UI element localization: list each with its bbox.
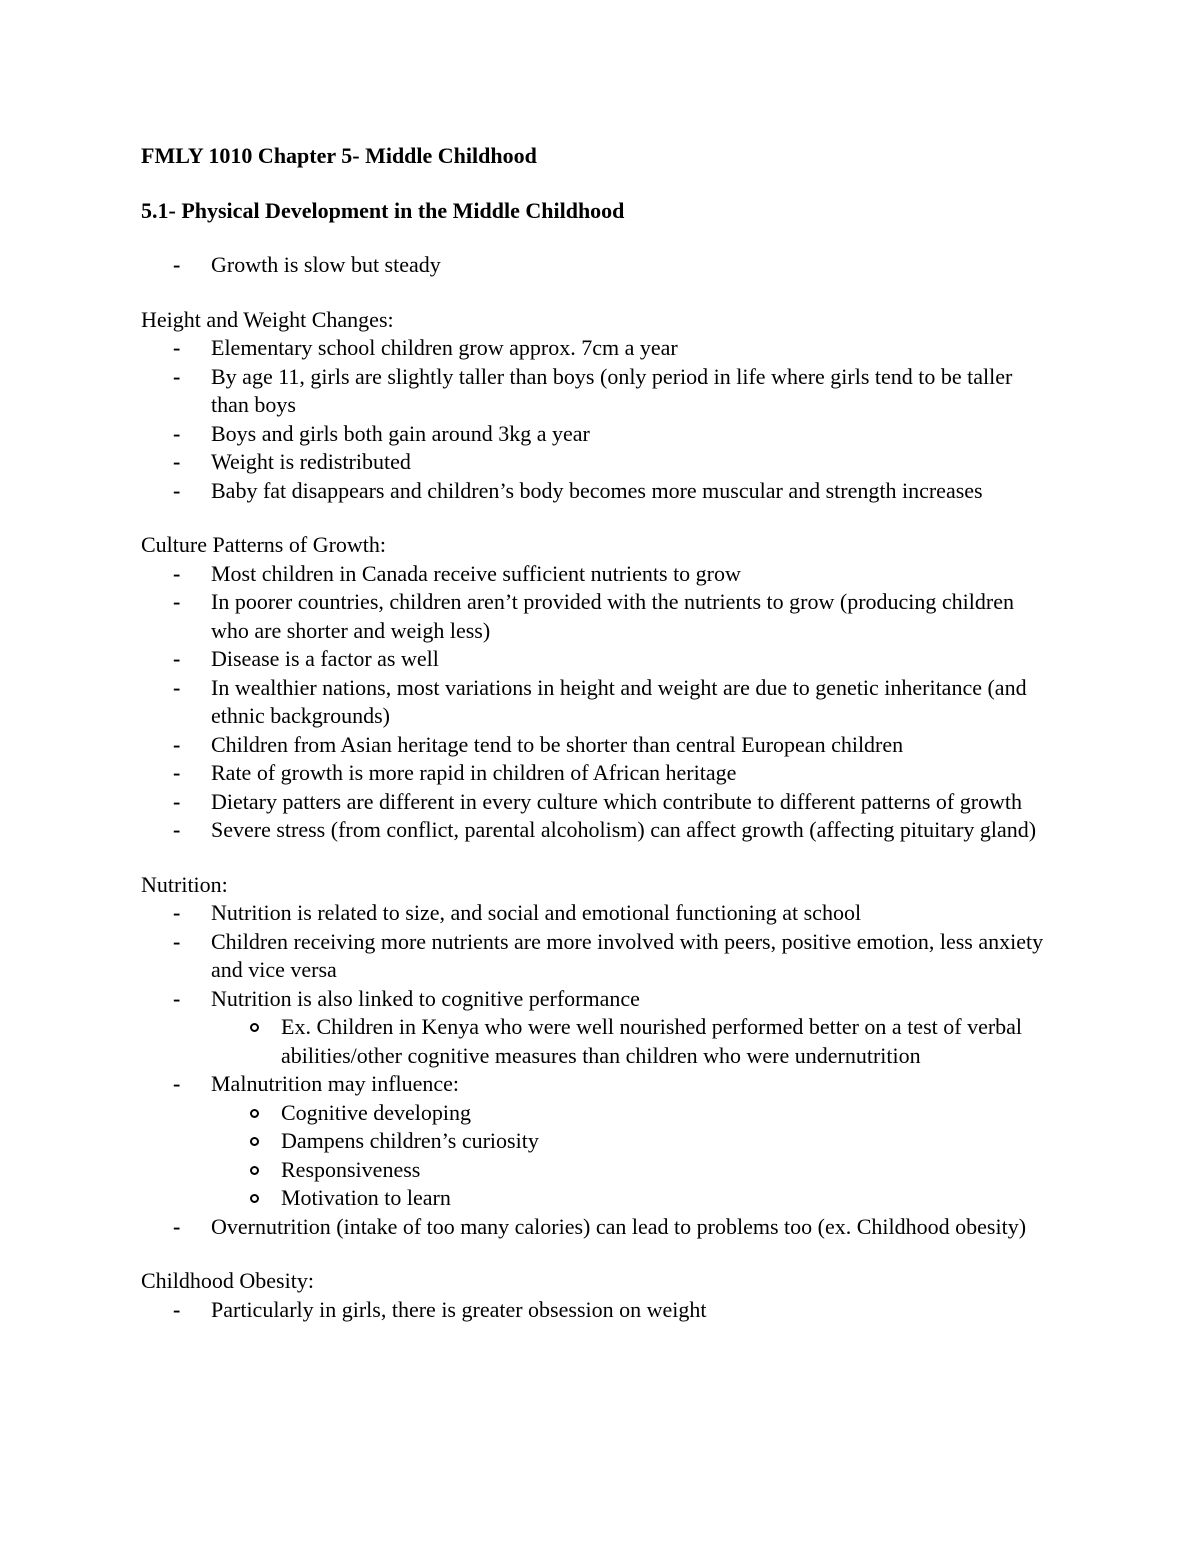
dash-bullet-icon: - [173, 420, 181, 446]
sub-bullet-list [211, 1099, 1051, 1213]
list-item: - By age 11, girls are slightly taller than boys (only period in life where girls tend to be taller than boys [173, 363, 1013, 417]
section-height-weight [141, 306, 1051, 506]
circle-bullet-icon [250, 1109, 259, 1118]
dash-bullet-icon: - [173, 1213, 181, 1239]
list-item: - Children receiving more nutrients are more involved with peers, positive emotion, less anxiety and vice versa [173, 928, 1044, 982]
bullet-list [141, 251, 1051, 280]
bullet-list [141, 334, 1051, 505]
dash-bullet-icon: - [173, 760, 181, 785]
bullet-list [141, 899, 1051, 1241]
list-item: - Rate of growth is more rapid in children of African heritage [141, 759, 1051, 788]
dash-bullet-icon: - [173, 560, 181, 586]
dash-bullet-icon: - [173, 674, 181, 700]
sub-list-item: Ex. Children in Kenya who were well nourished performed better on a test of verbal abilities/other cognitive measures than children who were undernutrition [211, 1013, 1051, 1070]
sub-bullet-list [211, 1013, 1051, 1070]
circle-bullet-icon [250, 1166, 259, 1175]
dash-bullet-icon: - [173, 646, 181, 671]
document-body [141, 142, 1051, 1350]
list-item: - In wealthier nations, most variations in height and weight are due to genetic inheritance (and ethnic backgrounds) [173, 674, 1027, 728]
list-item: - Malnutrition may influence: Cognitive developing Dampens children’s curiosity Responsiveness Motivation to learn [141, 1070, 1051, 1213]
section-heading: Nutrition: [141, 871, 228, 897]
section-childhood-obesity [141, 1267, 1051, 1324]
bullet-list [141, 1296, 1051, 1325]
list-item: - Particularly in girls, there is greater obsession on weight [141, 1296, 1051, 1325]
dash-bullet-icon: - [173, 731, 181, 757]
section-heading: Culture Patterns of Growth: [141, 532, 387, 557]
dash-bullet-icon: - [173, 788, 181, 814]
dash-bullet-icon: - [173, 900, 181, 925]
dash-bullet-icon: - [173, 449, 181, 474]
list-item: - Severe stress (from conflict, parental alcoholism) can affect growth (affecting pituitary gland) [141, 816, 1051, 845]
section-culture-patterns [141, 531, 1051, 845]
list-item: - Dietary patters are different in every culture which contribute to different patterns of growth [141, 788, 1051, 817]
list-item: - Baby fat disappears and children’s body becomes more muscular and strength increases [141, 477, 1051, 506]
list-item: - Overnutrition (intake of too many calories) can lead to problems too (ex. Childhood obesity) [141, 1213, 1051, 1242]
dash-bullet-icon: - [173, 1296, 181, 1322]
dash-bullet-icon: - [173, 477, 181, 503]
list-item: - Disease is a factor as well [141, 645, 1051, 674]
dash-bullet-icon: - [173, 335, 181, 360]
sub-list-item: Cognitive developing [211, 1099, 1051, 1128]
document-title: FMLY 1010 Chapter 5- Middle Childhood [141, 143, 537, 168]
section-heading: Childhood Obesity: [141, 1268, 314, 1293]
list-item: - In poorer countries, children aren’t provided with the nutrients to grow (producing children who are shorter and weigh less) [173, 589, 1014, 643]
dash-bullet-icon: - [173, 252, 181, 277]
section-nutrition [141, 871, 1051, 1242]
section-title: 5.1- Physical Development in the Middle Childhood [141, 197, 625, 223]
bullet-list [141, 560, 1051, 845]
sub-list-item: Dampens children’s curiosity [211, 1127, 1051, 1156]
circle-bullet-icon [250, 1137, 259, 1146]
dash-bullet-icon: - [173, 1071, 181, 1096]
sub-list-item: Motivation to learn [211, 1184, 1051, 1213]
circle-bullet-icon [250, 1194, 259, 1203]
list-item: - Nutrition is also linked to cognitive performance Ex. Children in Kenya who were well nourished performed better on a test of verbal abilities/other cognitive measures than children who were undernutrition [141, 985, 1051, 1071]
dash-bullet-icon: - [173, 928, 181, 954]
sub-list-item: Responsiveness [211, 1156, 1051, 1185]
list-item: - Weight is redistributed [141, 448, 1051, 477]
dash-bullet-icon: - [173, 589, 181, 614]
circle-bullet-icon [250, 1023, 259, 1032]
dash-bullet-icon: - [173, 985, 181, 1011]
list-item: - Boys and girls both gain around 3kg a year [141, 420, 1051, 449]
intro-section [141, 251, 1051, 280]
section-heading: Height and Weight Changes: [141, 306, 394, 332]
list-item: - Growth is slow but steady [141, 251, 1051, 280]
dash-bullet-icon: - [173, 817, 181, 842]
dash-bullet-icon: - [173, 363, 181, 389]
list-item: - Children from Asian heritage tend to be shorter than central European children [141, 731, 1051, 760]
list-item: - Nutrition is related to size, and social and emotional functioning at school [141, 899, 1051, 928]
list-item: - Most children in Canada receive sufficient nutrients to grow [141, 560, 1051, 589]
list-item: - Elementary school children grow approx. 7cm a year [141, 334, 1051, 363]
